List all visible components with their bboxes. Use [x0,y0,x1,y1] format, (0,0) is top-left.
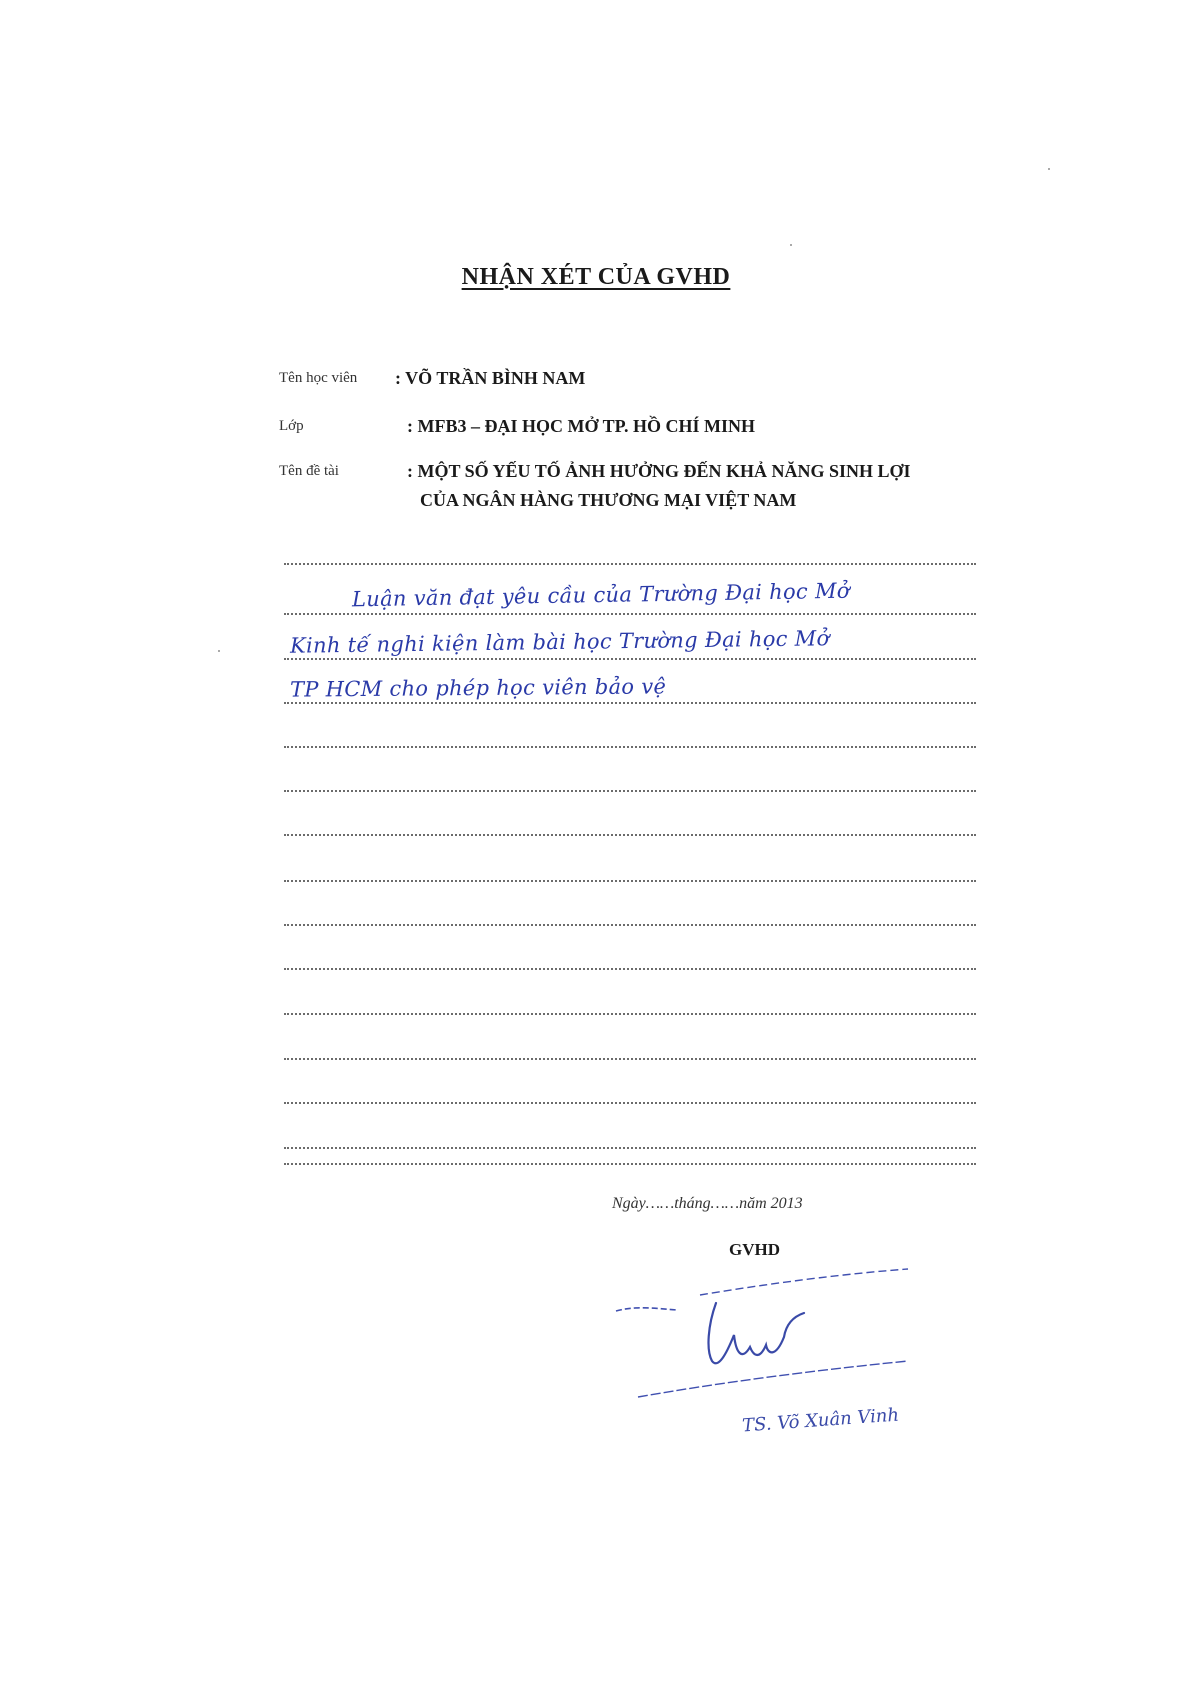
scan-speck [218,650,220,652]
comment-line [284,563,976,565]
comment-line [284,880,976,882]
comment-line [284,1102,976,1104]
scan-speck [1048,168,1050,170]
date-line: Ngày……tháng……năm 2013 [612,1195,803,1212]
comment-line [284,834,976,836]
scan-speck [790,244,792,246]
comment-line [284,1013,976,1015]
comment-line [284,924,976,926]
class-value: : MFB3 – ĐẠI HỌC MỞ TP. HỒ CHÍ MINH [407,416,756,436]
student-name-label: Tên học viên [279,370,358,386]
comment-line [284,746,976,748]
thesis-topic-value-line2: CỦA NGÂN HÀNG THƯƠNG MẠI VIỆT NAM [420,490,797,510]
comment-line [284,1058,976,1060]
comment-line [284,658,976,660]
document-title-text: NHẬN XÉT CỦA GVHD [461,264,731,290]
handwritten-comment-line-1: Luận văn đạt yêu cầu của Trường Đại học Mở [351,578,850,612]
handwritten-comment-line-2: Kinh tế nghi kiện làm bài học Trường Đại học Mở [289,626,830,658]
thesis-topic-label: Tên đề tài [279,463,339,479]
comment-line [284,968,976,970]
thesis-topic-value: : MỘT SỐ YẾU TỐ ẢNH HƯỞNG ĐẾN KHẢ NĂNG SINH LỢI [407,461,911,481]
comment-line [284,1147,976,1149]
class-label: Lớp [279,418,304,434]
comment-line [284,702,976,704]
student-name-value: : VÕ TRẦN BÌNH NAM [395,368,586,388]
signer-name: TS. Võ Xuân Vinh [741,1404,900,1437]
signature-icon [608,1265,928,1415]
comment-line [284,1163,976,1165]
comment-line [284,790,976,792]
signer-title: GVHD [729,1240,780,1259]
comment-line [284,613,976,615]
document-title [0,264,1192,291]
handwritten-comment-line-3: TP HCM cho phép học viên bảo vệ [289,674,667,702]
